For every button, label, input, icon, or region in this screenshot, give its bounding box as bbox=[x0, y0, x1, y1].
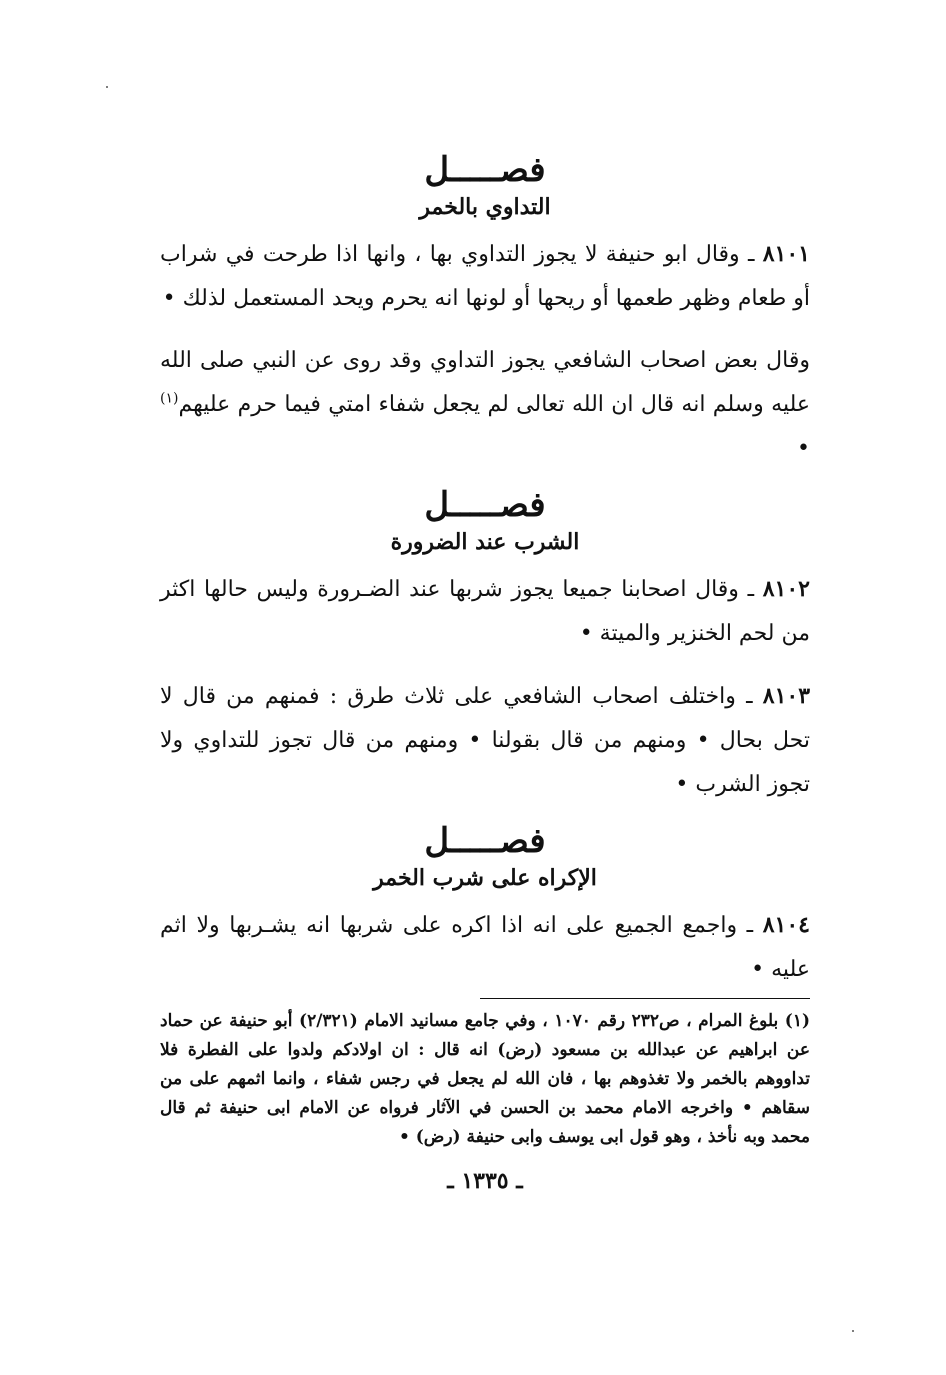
paragraph-text: ـ واجمع الجميع على انه اذا اكره على شربها انه يشـربها ولا اثم عليه • bbox=[160, 913, 810, 982]
section-title: الإكراه على شرب الخمر bbox=[373, 865, 597, 891]
section-heading: فصـــــل bbox=[424, 485, 546, 525]
section-necessity bbox=[160, 485, 810, 807]
section-heading: فصـــــل bbox=[424, 150, 546, 190]
footnote-ref[interactable]: (١) bbox=[160, 390, 179, 407]
paragraph-text: ـ وقال ابو حنيفة لا يجوز التداوي بها ، وانها اذا طرحت في شراب أو طعام وظهر طعمها أو ريحها أو لونها انه يحرم ويحد المستعمل لذلك • bbox=[160, 242, 810, 311]
scan-speck bbox=[852, 1330, 854, 1332]
page-number: ـ ١٣٣٥ ـ bbox=[447, 1168, 523, 1194]
footnote: (١) بلوغ المرام ، ص٢٣٢ رقم ١٠٧٠ ، وفي جامع مسانيد الامام (٢/٣٢١) أبو حنيفة عن حماد عن ابراهيم عن عبدالله بن مسعود (رض) انه قال : ان اولادكم ولدوا على الفطرة فلا تداووهم بالخمر ولا تغذوهم بها ، فان الله لم يجعل في رجس شفاء ، وانما اثمهم على من سقاهم • واخرجه الامام محمد بن الحسن في الآثار فرواه عن الامام ابى حنيفة ثم قال محمد وبه نأخذ ، وهو قول ابى يوسف وابى حنيفة (رض) • bbox=[160, 1011, 811, 1147]
paragraph bbox=[160, 339, 810, 471]
scan-speck bbox=[106, 86, 108, 88]
document-page bbox=[160, 150, 810, 1194]
paragraph bbox=[160, 903, 810, 992]
section-title: الشرب عند الضرورة bbox=[390, 529, 580, 555]
paragraph-number: ٨١٠٣ bbox=[762, 683, 811, 709]
paragraph-text: ـ واختلف اصحاب الشافعي على ثلاث طرق : فمنهم من قال لا تحل بحال • ومنهم من قال بقولنا • ومنهم من قال تجوز للتداوي ولا تجوز الشرب • bbox=[160, 684, 810, 797]
paragraph-number: ٨١٠٤ bbox=[762, 912, 810, 938]
paragraph bbox=[160, 567, 810, 656]
section-coercion bbox=[160, 821, 810, 992]
section-drinking-medicine bbox=[160, 150, 810, 471]
section-heading: فصـــــل bbox=[424, 821, 546, 861]
paragraph bbox=[160, 674, 810, 807]
paragraph-text: وقال بعض اصحاب الشافعي يجوز التداوي وقد روى عن النبي صلى الله عليه وسلم انه قال ان الله تعالى لم يجعل شفاء امتي فيما حرم عليهم bbox=[160, 348, 810, 417]
paragraph-tail: • bbox=[797, 436, 810, 461]
paragraph bbox=[160, 232, 810, 321]
paragraph-number: ٨١٠١ bbox=[762, 241, 810, 267]
paragraph-text: ـ وقال اصحابنا جميعا يجوز شربها عند الضـرورة وليس حالها اكثر من لحم الخنزير والميتة • bbox=[160, 577, 810, 646]
section-title: التداوي بالخمر bbox=[419, 194, 551, 220]
paragraph-number: ٨١٠٢ bbox=[762, 576, 810, 602]
footnote-divider bbox=[480, 998, 810, 999]
